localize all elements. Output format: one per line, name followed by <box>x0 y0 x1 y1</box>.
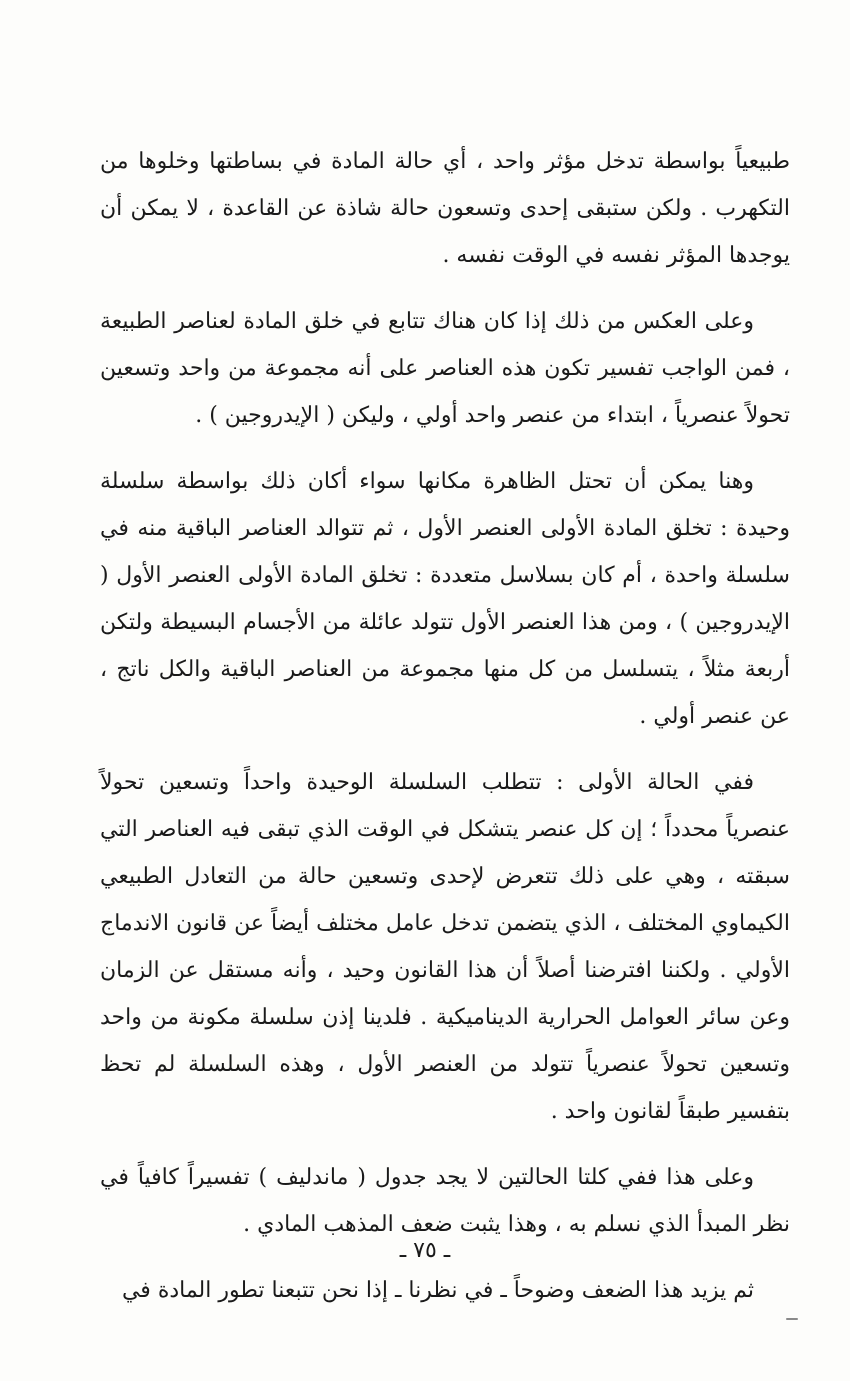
scan-speck <box>786 1318 798 1320</box>
paragraph-6: ثم يزيد هذا الضعف وضوحاً ـ في نظرنا ـ إذا نحن تتبعنا تطور المادة في <box>121 1278 754 1303</box>
paragraph-1: طبيعياً بواسطة تدخل مؤثر واحد ، أي حالة المادة في بساطتها وخلوها من التكهرب . ولكن ستبقى إحدى وتسعون حالة شاذة عن القاعدة ، لا يمكن أن يوجدها المؤثر نفسه في الوقت نفسه . <box>100 149 790 268</box>
paragraph-2: وعلى العكس من ذلك إذا كان هناك تتابع في خلق المادة لعناصر الطبيعة ، فمن الواجب تفسير تكون هذه العناصر على أنه مجموعة من واحد وتسعين تحولاً عنصرياً ، ابتداء من عنصر واحد أولي ، وليكن ( الإيدروجين ) . <box>100 309 790 428</box>
body-text <box>100 138 790 1314</box>
paragraph-3: وهنا يمكن أن تحتل الظاهرة مكانها سواء أكان ذلك بواسطة سلسلة وحيدة : تخلق المادة الأولى العنصر الأول ، ثم تتوالد العناصر الباقية منه في سلسلة واحدة ، أم كان بسلاسل متعددة : تخلق المادة الأولى العنصر الأول ( الإيدروجين ) ، ومن هذا العنصر الأول تتولد عائلة من الأجسام البسيطة ولتكن أربعة مثلاً ، يتسلسل من كل منها مجموعة من العناصر الباقية والكل ناتج ، عن عنصر أولي . <box>100 469 790 729</box>
page-number: ـ ٧٥ ـ <box>399 1238 451 1263</box>
paragraph-4: ففي الحالة الأولى : تتطلب السلسلة الوحيدة واحداً وتسعين تحولاً عنصرياً محدداً ؛ إن كل عنصر يتشكل في الوقت الذي تبقى فيه العناصر التي سبقته ، وهي على ذلك تتعرض لإحدى وتسعين حالة من التعادل الطبيعي الكيماوي المختلف ، الذي يتضمن تدخل عامل مختلف أيضاً عن قانون الاندماج الأولي . ولكننا افترضنا أصلاً أن هذا القانون وحيد ، وأنه مستقل عن الزمان وعن سائر العوامل الحرارية الديناميكية . فلدينا إذن سلسلة مكونة من واحد وتسعين تحولاً عنصرياً تتولد من العنصر الأول ، وهذه السلسلة لم تحظ بتفسير طبقاً لقانون واحد . <box>100 770 791 1124</box>
paragraph-5: وعلى هذا ففي كلتا الحالتين لا يجد جدول ( ماندليف ) تفسيراً كافياً في نظر المبدأ الذي نسلم به ، وهذا يثبت ضعف المذهب المادي . <box>100 1165 790 1237</box>
